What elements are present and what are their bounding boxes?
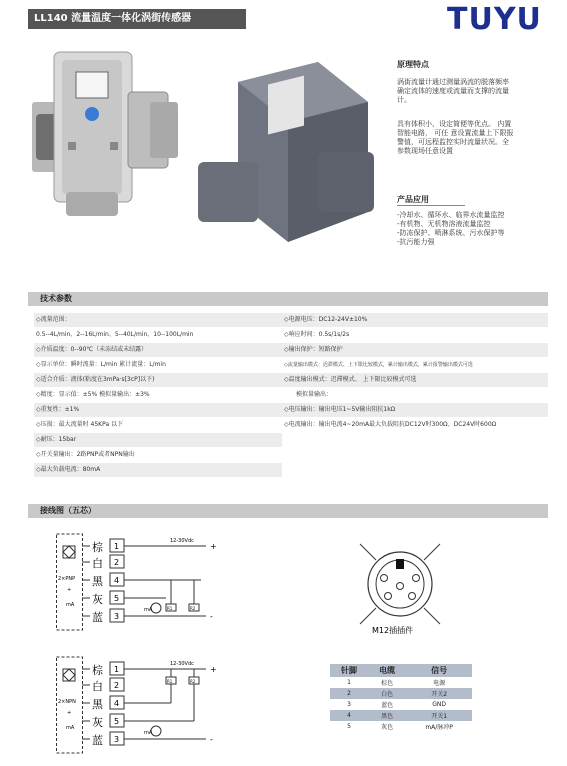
- product-image-grey: [198, 42, 376, 280]
- list-item: -冷却水、循环水、临界水流量监控: [397, 211, 505, 219]
- output-type-label: 2×NPN: [58, 699, 76, 705]
- divider: [397, 205, 465, 206]
- table-cell: 3: [347, 701, 351, 708]
- plus-terminal: +: [210, 665, 217, 674]
- ma-meter-label: mA: [144, 607, 153, 613]
- specs-section-bar: 技术参数: [28, 292, 548, 306]
- product-image-silver: [32, 42, 182, 222]
- m12-connector-diagram: [350, 538, 460, 638]
- features-line: 涡街流量计通过测量涡流的脱落频率: [397, 78, 509, 86]
- connector-label: M12插插件: [372, 626, 414, 635]
- column-header: 信号: [406, 664, 472, 677]
- applications-title: 产品应用: [397, 195, 429, 204]
- applications-list: [397, 211, 505, 247]
- pin-number: 3: [114, 612, 120, 621]
- list-item: -抗污能力强: [397, 238, 435, 246]
- table-header-row: [330, 664, 472, 677]
- column-header: 针脚: [330, 664, 368, 677]
- wire-color-label: 黑: [92, 575, 103, 588]
- table-cell: 黑色: [368, 710, 406, 721]
- output-type-label: 2×PNP: [58, 576, 76, 582]
- list-item: -防冻保护、喷淋系统、污水保护等: [397, 229, 505, 237]
- features-line: 参数现场任意设置: [397, 147, 453, 155]
- spec-cell: ◇介质温度：0--90℃（未冻结或未结露）: [36, 346, 148, 353]
- pin-number: 4: [114, 576, 120, 585]
- table-cell: 1: [347, 679, 351, 686]
- wiring-diagram-pnp: [56, 532, 226, 632]
- pin-number: 2: [114, 558, 120, 567]
- table-cell: 5: [347, 723, 351, 730]
- wire-color-label: 灰: [92, 593, 103, 606]
- table-row: [34, 418, 548, 432]
- wiring-section-bar: 接线图（五芯）: [28, 504, 548, 518]
- table-cell: 电源: [433, 680, 446, 687]
- wire-color-label: 棕: [92, 541, 103, 554]
- ma-label: mA: [66, 725, 75, 731]
- features-title: 原理特点: [397, 60, 429, 69]
- features-line: 警值，可远程监控实时流量状况。全: [397, 138, 509, 146]
- wire-color-label: 棕: [92, 664, 103, 677]
- ma-label: mA: [66, 602, 75, 608]
- spec-cell: ◇电流输出：输出电流4~20mA最大负载阻抗DC12V时300Ω、DC24V时600Ω: [284, 421, 497, 428]
- wiring-diagram-npn: [56, 655, 226, 755]
- table-cell: mA/脉冲P: [425, 724, 453, 731]
- table-row: [34, 373, 548, 387]
- table-cell: 白色: [368, 688, 406, 699]
- spec-cell: ◇最大负载电流：80mA: [36, 466, 101, 473]
- table-row: [34, 313, 548, 327]
- wire-color-label: 蓝: [92, 611, 103, 624]
- table-cell: 4: [330, 710, 368, 721]
- pin-number: 4: [114, 699, 120, 708]
- table-row: [330, 688, 472, 699]
- voltage-label: 12-30Vdc: [170, 538, 194, 544]
- features-paragraph-1: [397, 78, 509, 105]
- wire-color-label: 黑: [92, 698, 103, 711]
- pin-number: 1: [114, 542, 120, 551]
- spec-cell: ◇电压输出：输出电压1~5V输出阻抗1kΩ: [284, 406, 396, 413]
- spec-cell: ◇电源电压：DC12-24V±10%: [284, 316, 368, 323]
- sensor-symbol-icon: [63, 546, 75, 558]
- table-cell: 灰色: [381, 724, 394, 731]
- minus-terminal: -: [210, 612, 213, 621]
- wire-color-label: 白: [92, 557, 103, 570]
- pin-number: 2: [114, 681, 120, 690]
- column-header: 电缆: [368, 664, 406, 677]
- table-row: [34, 358, 548, 372]
- features-line: 智能电路， 可任 意设置流量上下限报: [397, 129, 514, 137]
- spec-cell: ◇适合介质：液体(粘度在3mPa·s[3cP]以下): [36, 376, 155, 383]
- resistor-label: R2: [190, 606, 196, 611]
- resistor-label: R1: [167, 679, 173, 684]
- features-line: 确定流体的速度或流量而支撑的流量: [397, 87, 509, 95]
- table-row: [34, 433, 282, 447]
- table-cell: 蓝色: [381, 702, 394, 709]
- features-line: 具有体积小、设定简便等优点。 内置: [397, 120, 512, 128]
- table-row: [34, 328, 548, 342]
- spec-cell: ◇流量输出模式：迟滞模式、上下限比较模式，累计输出模式，累计报警输出模式可选: [284, 362, 473, 368]
- spec-cell: ◇响应时间：0.5s/1s/2s: [284, 331, 350, 338]
- spec-cell: ◇温度输出模式：迟滞模式、 上下限比较模式可选: [284, 376, 417, 383]
- spec-cell: ◇开关量输出：2路PNP或者NPN输出: [36, 451, 135, 458]
- list-item: -有机物、无机物溶液流量监控: [397, 220, 491, 228]
- spec-cell: ◇压损：最大流量时 45KPa 以下: [36, 421, 124, 428]
- table-row: [34, 403, 548, 417]
- spec-cell: ◇输出保护：短路保护: [284, 346, 343, 353]
- resistor-label: R1: [167, 606, 173, 611]
- wire-color-label: 白: [92, 680, 103, 693]
- table-row: [330, 677, 472, 688]
- sensor-symbol-icon: [63, 669, 75, 681]
- table-row: [330, 699, 472, 710]
- table-row: [330, 710, 472, 721]
- spec-cell: 模拟量输出：: [296, 391, 333, 398]
- voltage-label: 12-30Vdc: [170, 661, 194, 667]
- table-cell: 2: [330, 688, 368, 699]
- features-line: 计。: [397, 96, 411, 104]
- spec-cell: ◇显示单位：瞬时流量：L/min 累计流量：L/min: [36, 361, 166, 368]
- spec-cell: ◇耐压：15bar: [36, 436, 77, 443]
- pin-table: [330, 664, 472, 732]
- pin-number: 1: [114, 665, 120, 674]
- table-row: [34, 343, 548, 357]
- table-row: [34, 448, 282, 462]
- wire-color-label: 蓝: [92, 734, 103, 747]
- wire-color-label: 灰: [92, 716, 103, 729]
- table-cell: 棕色: [381, 680, 394, 687]
- brand-logo: TUYU: [447, 2, 542, 37]
- features-paragraph-2: [397, 120, 513, 156]
- plus-small-label: +: [67, 587, 72, 593]
- table-row: [34, 388, 548, 402]
- page-title: LL140 流量温度一体化涡街传感器: [28, 9, 246, 29]
- table-cell: 开关1: [406, 710, 472, 721]
- table-row: [330, 721, 472, 732]
- table-row: [34, 463, 282, 477]
- spec-cell: ◇流量范围：: [36, 316, 71, 323]
- table-cell: GND: [432, 701, 446, 708]
- pin-number: 5: [114, 594, 120, 603]
- spec-cell: 0.5--4L/min、2--16L/min、5--40L/min、10--100L/min: [36, 331, 194, 338]
- spec-cell: ◇重复性：±1%: [36, 406, 80, 413]
- minus-terminal: -: [210, 735, 213, 744]
- plus-small-label: +: [67, 710, 72, 716]
- pin-number: 5: [114, 717, 120, 726]
- spec-cell: ◇精度：显示值：±5% 模拟量输出：±3%: [36, 391, 150, 398]
- resistor-label: R2: [190, 679, 196, 684]
- plus-terminal: +: [210, 542, 217, 551]
- table-cell: 开关2: [406, 688, 472, 699]
- ma-meter-label: mA: [144, 730, 153, 736]
- pin-number: 3: [114, 735, 120, 744]
